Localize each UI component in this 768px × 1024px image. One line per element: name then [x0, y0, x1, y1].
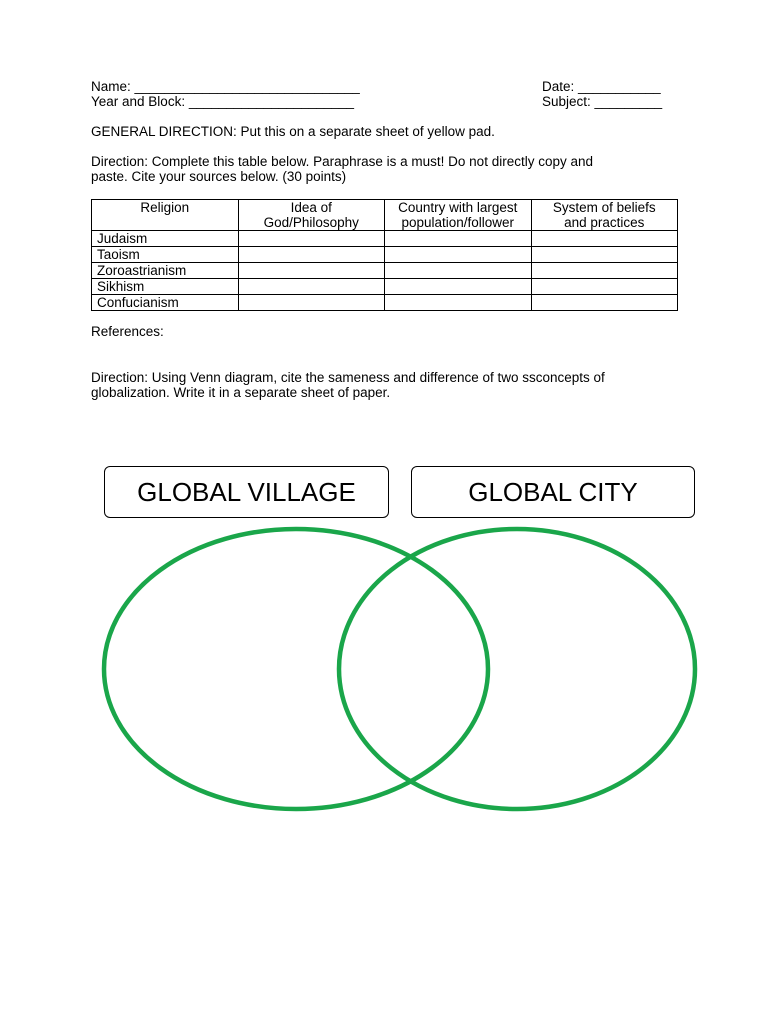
religion-cell: Confucianism [92, 295, 239, 311]
global-village-title: GLOBAL VILLAGE [104, 466, 389, 518]
religion-cell: Judaism [92, 231, 239, 247]
references-label: References: [91, 324, 164, 339]
name-field-label: Name: ______________________________ [91, 79, 360, 94]
header-idea-of-god: Idea of God/Philosophy [238, 200, 385, 231]
table-direction-line-2: paste. Cite your sources below. (30 points) [91, 169, 347, 184]
religion-cell: Sikhism [92, 279, 239, 295]
year-block-field-label: Year and Block: ______________________ [91, 94, 354, 109]
venn-left-circle [104, 529, 488, 809]
venn-right-circle [339, 529, 695, 809]
global-city-title: GLOBAL CITY [411, 466, 695, 518]
general-direction: GENERAL DIRECTION: Put this on a separate sheet of yellow pad. [91, 124, 495, 139]
venn-direction-line-1: Direction: Using Venn diagram, cite the sameness and difference of two ssconcepts of [91, 370, 605, 385]
header-country-largest-population: Country with largest population/follower [385, 200, 532, 231]
subject-field-label: Subject: _________ [542, 94, 663, 109]
header-religion: Religion [92, 200, 239, 231]
religion-cell: Zoroastrianism [92, 263, 239, 279]
table-direction-line-1: Direction: Complete this table below. Paraphrase is a must! Do not directly copy and [91, 154, 593, 169]
religion-cell: Taoism [92, 247, 239, 263]
date-field-label: Date: ___________ [542, 79, 661, 94]
venn-direction-line-2: globalization. Write it in a separate sheet of paper. [91, 385, 391, 400]
header-system-of-beliefs: System of beliefs and practices [531, 200, 678, 231]
